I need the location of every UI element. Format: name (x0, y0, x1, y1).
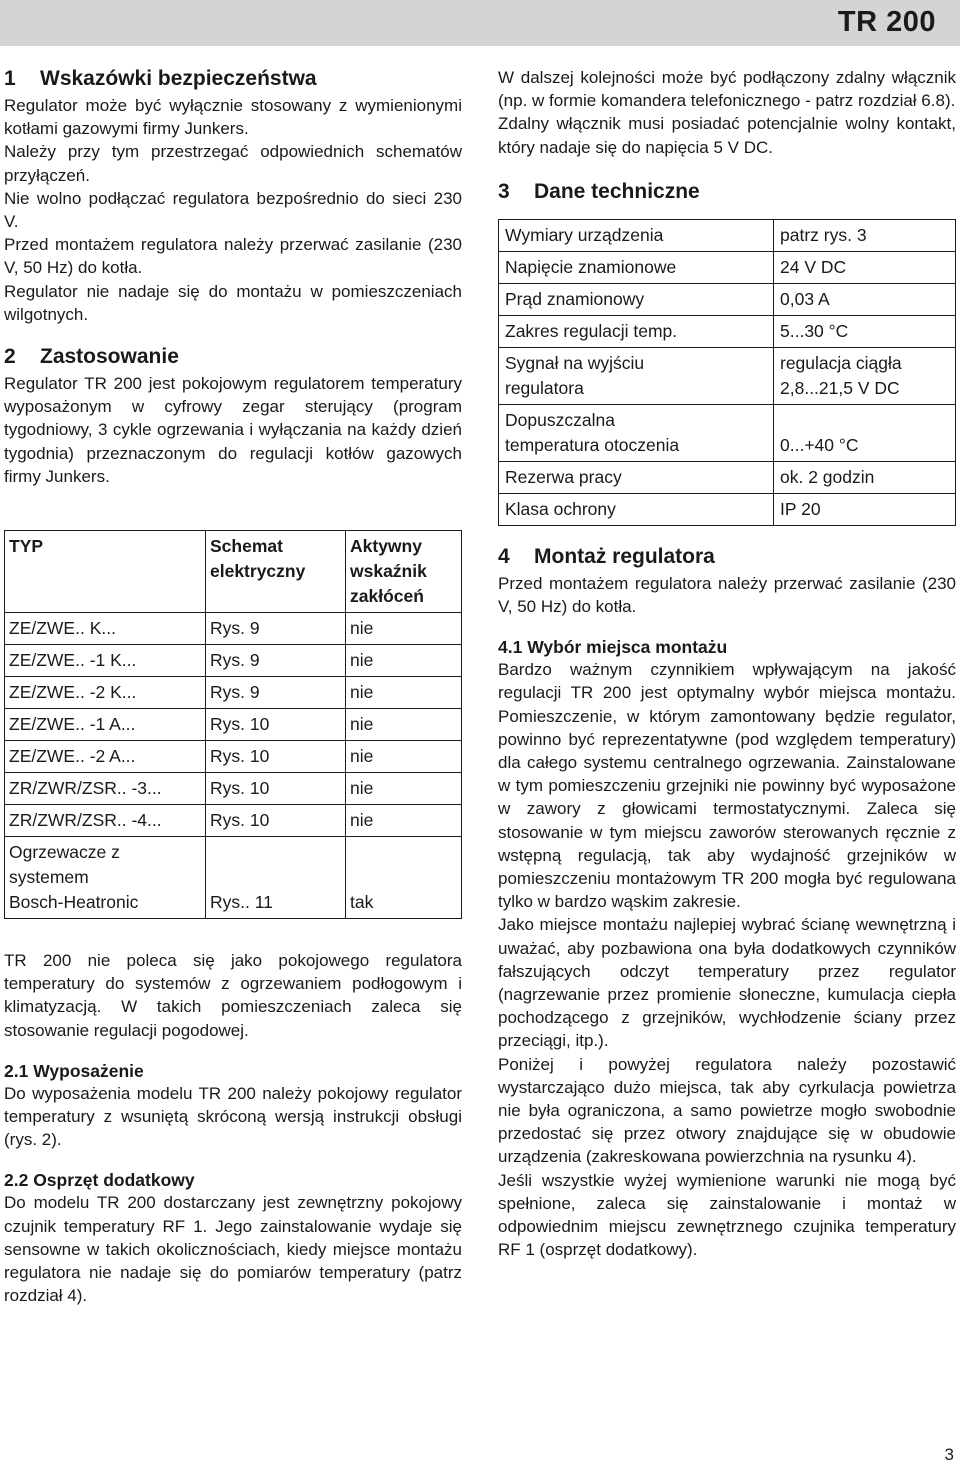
indicator-cell: nie (346, 645, 462, 677)
spec-value: 24 V DC (774, 251, 956, 283)
remote-switch-paragraph-2: Zdalny włącznik musi posiadać potencjalnie wolny kontakt, który nadaje się do napięcia 5 V DC. (498, 114, 956, 157)
section-4-paragraph: Przed montażem regulatora należy przerwać zasilanie (230 V, 50 Hz) do kotła. (498, 573, 956, 617)
spec-name: Wymiary urządzenia (499, 219, 774, 251)
table-row (499, 347, 956, 404)
section-2-1-heading: 2.1 Wyposażenie (4, 1060, 144, 1081)
spec-name: Sygnał na wyjściu regulatora (499, 347, 774, 404)
type-cell: ZE/ZWE.. -2 A... (5, 741, 206, 773)
column-header-type: TYP (5, 531, 206, 613)
table-row (499, 404, 956, 461)
indicator-cell: nie (346, 613, 462, 645)
type-cell: ZE/ZWE.. -1 A... (5, 709, 206, 741)
section-1-heading: 1 Wskazówki bezpieczeństwa (4, 67, 317, 90)
section-4-heading: 4 Montaż regulatora (498, 544, 715, 568)
spec-value: ok. 2 godzin (774, 461, 956, 493)
right-column (498, 66, 956, 1262)
section-1-paragraph-2: Należy przy tym przestrzegać odpowiednich schematów przyłączeń. (4, 142, 462, 185)
spec-name: Dopuszczalna temperatura otoczenia (499, 404, 774, 461)
section-4-1-paragraph-2: Jako miejsce montażu najlepiej wybrać ścianę wewnętrzną i uważać, aby pozbawiona ona była dodatkowych czynników fałszujących odczyt temperatury przez regulator (nagrzewanie przez promienie słoneczne, kumulacja ciepła pochodzącego z grzejników, wychłodzenie ściany przez przeciągi, itp.). (498, 915, 956, 1051)
spec-value: patrz rys. 3 (774, 219, 956, 251)
scheme-cell: Rys. 9 (206, 645, 346, 677)
section-1-paragraph-1: Regulator może być wyłącznie stosowany z wymienionymi kotłami gazowymi firmy Junkers. (4, 96, 462, 139)
table-row (5, 613, 462, 645)
section-4-1-heading: 4.1 Wybór miejsca montażu (498, 637, 728, 658)
section-1-paragraph-5: Regulator nie nadaje się do montażu w pomieszczeniach wilgotnych. (4, 281, 462, 324)
table-row (5, 645, 462, 677)
type-cell: ZR/ZWR/ZSR.. -4... (5, 805, 206, 837)
table-row (5, 805, 462, 837)
page-number: 3 (944, 1445, 954, 1464)
indicator-cell: nie (346, 709, 462, 741)
table-row (5, 709, 462, 741)
spec-name: Zakres regulacji temp. (499, 315, 774, 347)
section-4-1-paragraph-4: Jeśli wszystkie wyżej wymienione warunki nie mogą być spełnione, zaleca się zainstalowanie i montaż w odpowiednim miejscu zewnętrznego czujnika temperatury RF 1 (osprzęt dodatkowy). (498, 1170, 956, 1260)
indicator-cell: nie (346, 741, 462, 773)
table-header-row (5, 531, 462, 613)
section-1-paragraph-3: Nie wolno podłączać regulatora bezpośrednio do sieci 230 V. (4, 188, 462, 232)
type-cell: ZR/ZWR/ZSR.. -3... (5, 773, 206, 805)
section-4-1-paragraph-3: Poniżej i powyżej regulatora należy pozostawić wystarczająco dużo miejsca, tak aby cyrkulacja powietrza nie była ograniczona, a samo powietrze mogło swobodnie przedostać się przez otwory znajdujące się w obudowie urządzenia (zakreskowana powierzchnia na rysunku 4). (498, 1054, 956, 1167)
type-cell: Ogrzewacze z systemem Bosch-Heatronic (5, 837, 206, 919)
section-4-1-paragraph-1: Bardzo ważnym czynnikiem wpływającym na jakość regulacji TR 200 jest optymalny wybór miejsca montażu. Pomieszczenie, w którym zamontowany będzie regulator, powinno być reprezentatywne (pod względem temperatury) dla całego systemu centralnego ogrzewania. Zainstalowane w tym pomieszczeniu grzejniki nie powinny być wyposażone w zawory z głowicami termostatycznymi. Zaleca się stosowanie w tym miejscu zaworów sterowanych ręcznie z wstępną regulacją, tak aby wydajność grzejników w pomieszczeniu montażowym TR 200 mogła być regulowana tylko w bardzo wąskim zakresie. (498, 660, 956, 912)
section-2-heading: 2 Zastosowanie (4, 345, 179, 369)
header-bar (0, 0, 960, 46)
floor-heating-note: TR 200 nie poleca się jako pokojowego regulatora temperatury do systemów z ogrzewaniem podłogowym i klimatyzacją. W takich pomieszczeniach zaleca się stosowanie regulacji pogodowej. (4, 951, 462, 1040)
spec-name: Rezerwa pracy (499, 461, 774, 493)
table-row (499, 219, 956, 251)
column-header-indicator: Aktywny wskaźnik zakłóceń (346, 531, 462, 613)
scheme-cell: Rys. 10 (206, 741, 346, 773)
section-2-2-paragraph: Do modelu TR 200 dostarczany jest zewnętrzny pokojowy czujnik temperatury RF 1. Jego zainstalowanie wydaje się sensowne w takich okolicznościach, kiedy miejsce montażu regulatora nie nadaje się do pomiarów temperatury (patrz rozdział 4). (4, 1193, 462, 1306)
boiler-types-table (4, 530, 462, 919)
indicator-cell: nie (346, 805, 462, 837)
spec-value: IP 20 (774, 493, 956, 525)
type-cell: ZE/ZWE.. K... (5, 613, 206, 645)
indicator-cell: nie (346, 677, 462, 709)
spec-value: regulacja ciągła 2,8...21,5 V DC (774, 347, 956, 404)
indicator-cell: nie (346, 773, 462, 805)
document-title: TR 200 (837, 6, 936, 38)
table-row (499, 461, 956, 493)
table-row (5, 773, 462, 805)
scheme-cell: Rys. 9 (206, 677, 346, 709)
section-2-paragraph: Regulator TR 200 jest pokojowym regulatorem temperatury wyposażonym w cyfrowy zegar sterujący (program tygodniowy, 3 cykle ogrzewania i wyłączania na każdy dzień tygodnia) przeznaczonym do regulacji kotłów gazowych firmy Junkers. (4, 374, 462, 486)
left-column (4, 66, 462, 1307)
type-cell: ZE/ZWE.. -1 K... (5, 645, 206, 677)
spec-value: 0,03 A (774, 283, 956, 315)
section-2-2-heading: 2.2 Osprzęt dodatkowy (4, 1170, 195, 1191)
spec-name: Napięcie znamionowe (499, 251, 774, 283)
spec-value: 5...30 °C (774, 315, 956, 347)
remote-switch-paragraph-1: W dalszej kolejności może być podłączony zdalny włącznik (np. w formie komandera telefonicznego - patrz rozdział 6.8). (498, 68, 956, 111)
scheme-cell: Rys. 9 (206, 613, 346, 645)
table-row (5, 741, 462, 773)
indicator-cell: tak (346, 837, 462, 919)
column-header-scheme: Schemat elektryczny (206, 531, 346, 613)
scheme-cell: Rys. 10 (206, 805, 346, 837)
section-3-heading: 3 Dane techniczne (498, 179, 700, 203)
section-2-1-paragraph: Do wyposażenia modelu TR 200 należy pokojowy regulator temperatury z wsuniętą skróconą wersją instrukcji obsługi (rys. 2). (4, 1083, 462, 1150)
technical-data-table (498, 219, 956, 526)
table-row (499, 493, 956, 525)
spec-value: 0...+40 °C (774, 404, 956, 461)
table-row (499, 283, 956, 315)
table-row (499, 315, 956, 347)
scheme-cell: Rys. 10 (206, 773, 346, 805)
scheme-cell: Rys. 10 (206, 709, 346, 741)
scheme-cell: Rys.. 11 (206, 837, 346, 919)
section-1-paragraph-4: Przed montażem regulatora należy przerwać zasilanie (230 V, 50 Hz) do kotła. (4, 235, 462, 278)
table-row (5, 677, 462, 709)
table-row (5, 837, 462, 919)
type-cell: ZE/ZWE.. -2 K... (5, 677, 206, 709)
table-row (499, 251, 956, 283)
spec-name: Klasa ochrony (499, 493, 774, 525)
spec-name: Prąd znamionowy (499, 283, 774, 315)
